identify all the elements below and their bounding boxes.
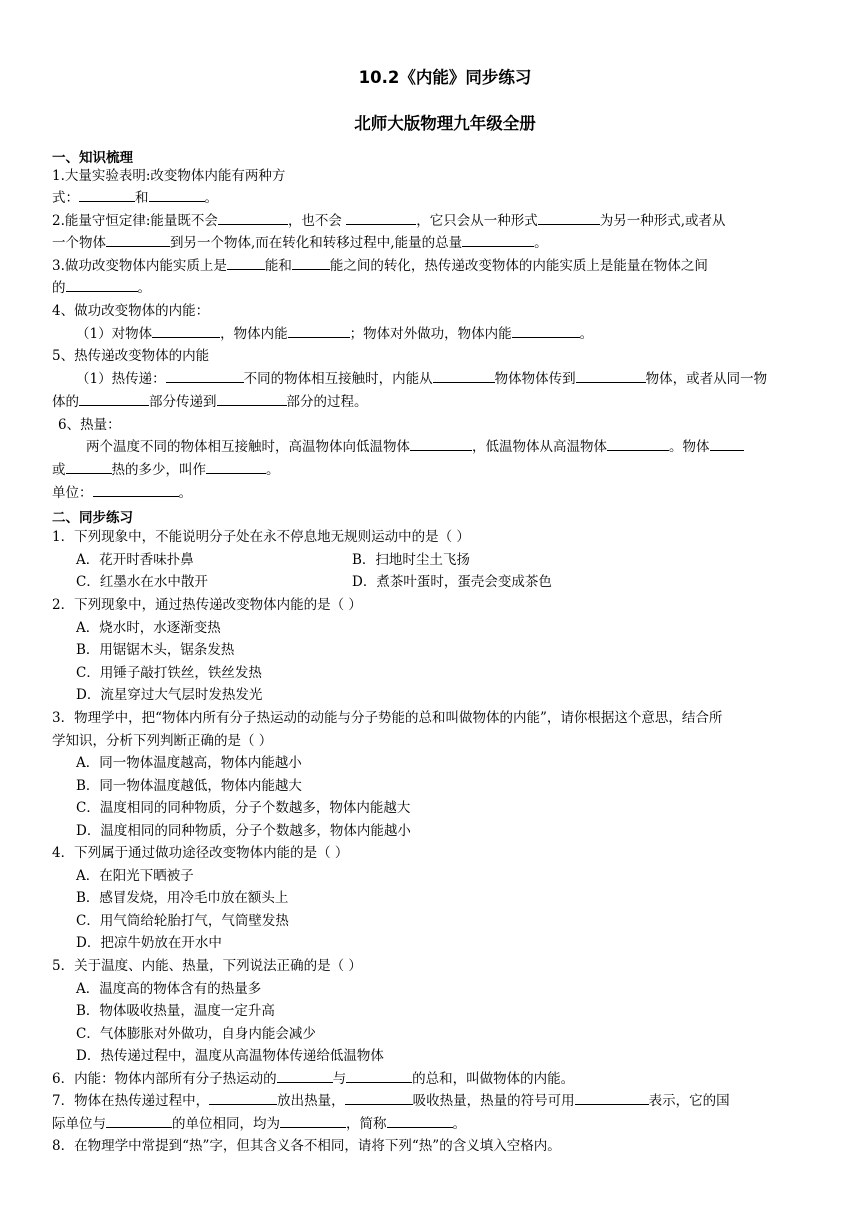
- blank[interactable]: [166, 370, 244, 383]
- text: （1）热传递：: [76, 371, 166, 387]
- blank[interactable]: [387, 1115, 453, 1128]
- option-c[interactable]: C．温度相同的同种物质，分子个数越多，物体内能越大: [76, 800, 411, 816]
- text: 。: [204, 190, 218, 206]
- page-title: 10.2《内能》同步练习: [358, 68, 532, 87]
- blank[interactable]: [209, 1092, 277, 1105]
- section-heading-practice: 二、同步练习: [52, 510, 133, 526]
- text: 。: [579, 326, 594, 342]
- blank[interactable]: [93, 484, 179, 497]
- text: 。: [178, 485, 192, 501]
- blank[interactable]: [227, 257, 265, 270]
- question-5: 5．关于温度、内能、热量，下列说法正确的是（ ）: [52, 958, 362, 974]
- blank[interactable]: [79, 393, 149, 406]
- question-7-cont: [52, 1115, 812, 1133]
- text: 为另一种形式,或者从: [599, 213, 726, 229]
- text: 物体物体传到: [494, 371, 576, 387]
- option-c[interactable]: C．用锤子敲打铁丝，铁丝发热: [76, 665, 262, 681]
- blank[interactable]: [218, 212, 288, 225]
- text: 单位：: [52, 485, 93, 501]
- blank[interactable]: [575, 1092, 649, 1105]
- option-d[interactable]: D．把凉牛奶放在开水中: [76, 935, 222, 951]
- blank[interactable]: [277, 1070, 333, 1083]
- blank[interactable]: [576, 370, 646, 383]
- blank[interactable]: [346, 212, 416, 225]
- knowledge-item-1: [52, 167, 812, 185]
- option-c[interactable]: C．气体膨胀对外做功，自身内能会减少: [76, 1026, 316, 1042]
- text: ，它只会从一种形式: [416, 213, 538, 229]
- blank[interactable]: [280, 1115, 346, 1128]
- text: 或: [52, 462, 66, 478]
- blank[interactable]: [66, 279, 138, 292]
- question-8: 8．在物理学中常提到“热”字，但其含义各不相同，请将下列“热”的含义填入空格内。: [52, 1138, 561, 1154]
- text: 7．物体在热传递过程中，: [52, 1093, 210, 1109]
- option-d[interactable]: D．流星穿过大气层时发热发光: [76, 687, 263, 703]
- blank[interactable]: [288, 325, 350, 338]
- question-4: 4．下列属于通过做功途径改变物体内能的是（ ）: [52, 845, 349, 861]
- knowledge-item-5: 5、热传递改变物体的内能: [52, 348, 210, 364]
- text: 的: [52, 280, 66, 296]
- blank[interactable]: [106, 234, 170, 247]
- text: 两个温度不同的物体相互接触时，高温物体向低温物体: [86, 439, 410, 455]
- option-b[interactable]: B．感冒发烧，用冷毛巾放在额头上: [76, 890, 289, 906]
- section-heading-knowledge: 一、知识梳理: [52, 150, 133, 166]
- text: 2.能量守恒定律:能量既不会: [52, 213, 218, 229]
- text: 和: [135, 190, 149, 206]
- text: 能之间的转化，热传递改变物体的内能实质上是能量在物体之间: [329, 258, 708, 274]
- blank[interactable]: [433, 370, 495, 383]
- text: 1.大量实验表明:改变物体内能有两种方: [52, 168, 286, 184]
- text: 。: [534, 235, 548, 251]
- knowledge-item-6-body: [86, 438, 846, 456]
- knowledge-item-4-1: [76, 325, 836, 343]
- option-a[interactable]: A．在阳光下晒被子: [76, 868, 194, 884]
- text: 部分的过程。: [286, 394, 368, 410]
- text: ，低温物体从高温物体: [472, 439, 607, 455]
- blank[interactable]: [66, 461, 112, 474]
- text: 能和: [264, 258, 292, 274]
- text: 热的多少，叫作: [111, 462, 206, 478]
- knowledge-item-2-cont: [52, 234, 812, 252]
- blank[interactable]: [710, 438, 744, 451]
- text: 吸收热量，热量的符号可用: [412, 1093, 575, 1109]
- text: 。物体: [669, 439, 710, 455]
- knowledge-item-1-cont: [52, 189, 812, 207]
- text: ，物体内能: [220, 326, 288, 342]
- text: 到另一个物体,而在转化和转移过程中,能量的总量: [170, 235, 463, 251]
- text: 表示，它的国: [648, 1093, 730, 1109]
- blank[interactable]: [512, 325, 580, 338]
- option-d[interactable]: D．热传递过程中，温度从高温物体传递给低温物体: [76, 1048, 384, 1064]
- blank[interactable]: [217, 393, 287, 406]
- blank[interactable]: [149, 189, 205, 202]
- text: 部分传递到: [149, 394, 217, 410]
- text: ；物体对外做功，物体内能: [349, 326, 512, 342]
- question-2: 2．下列现象中，通过热传递改变物体内能的是（ ）: [52, 597, 362, 613]
- text: 物体，或者从同一物: [645, 371, 768, 387]
- knowledge-item-6-cont: [52, 461, 812, 479]
- text: 一个物体: [52, 235, 106, 251]
- option-a[interactable]: A．同一物体温度越高，物体内能越小: [76, 755, 302, 771]
- option-b[interactable]: B．用锯锯木头，锯条发热: [76, 642, 235, 658]
- option-d[interactable]: D．煮茶叶蛋时，蛋壳会变成茶色: [352, 574, 552, 590]
- question-3: 3．物理学中，把“物体内所有分子热运动的动能与分子势能的总和叫做物体的内能”，请你根据这个意思，结合所: [52, 710, 723, 726]
- blank[interactable]: [152, 325, 220, 338]
- text: 6．内能：物体内部所有分子热运动的: [52, 1071, 277, 1087]
- knowledge-item-3-cont: [52, 279, 812, 297]
- text: 与: [332, 1071, 347, 1087]
- knowledge-item-3: [52, 257, 812, 275]
- option-b[interactable]: B．扫地时尘土飞扬: [352, 552, 470, 568]
- blank[interactable]: [410, 438, 472, 451]
- blank[interactable]: [462, 234, 534, 247]
- option-d[interactable]: D．温度相同的同种物质，分子个数越多，物体内能越小: [76, 823, 411, 839]
- knowledge-item-2: [52, 212, 812, 230]
- question-1: 1．下列现象中，不能说明分子处在永不停息地无规则运动中的是（ ）: [52, 529, 470, 545]
- blank[interactable]: [79, 189, 135, 202]
- option-c[interactable]: C．用气筒给轮胎打气，气筒壁发热: [76, 913, 289, 929]
- option-c[interactable]: C．红墨水在水中散开: [76, 574, 208, 590]
- knowledge-item-6: 6、热量：: [58, 417, 121, 433]
- blank[interactable]: [345, 1092, 413, 1105]
- option-b[interactable]: B．同一物体温度越低，物体内能越大: [76, 778, 302, 794]
- question-7: [52, 1092, 812, 1110]
- blank[interactable]: [346, 1070, 412, 1083]
- blank[interactable]: [607, 438, 669, 451]
- text: 的总和，叫做物体的内能。: [412, 1071, 575, 1087]
- question-3-cont: 学知识，分析下列判断正确的是（ ）: [52, 733, 273, 749]
- text: 式：: [52, 190, 79, 206]
- text: 3.做功改变物体内能实质上是: [52, 258, 227, 274]
- knowledge-item-unit: [52, 484, 812, 502]
- blank[interactable]: [206, 461, 266, 474]
- knowledge-item-4: 4、做功改变物体的内能：: [52, 303, 210, 319]
- blank[interactable]: [106, 1115, 172, 1128]
- text: （1）对物体: [76, 326, 153, 342]
- text: 放出热量，: [277, 1093, 345, 1109]
- option-b[interactable]: B．物体吸收热量，温度一定升高: [76, 1003, 275, 1019]
- text: 。: [452, 1116, 466, 1132]
- knowledge-item-5-1-cont: [52, 393, 812, 411]
- knowledge-item-5-1: [76, 370, 836, 388]
- text: 的单位相同，均为: [172, 1116, 280, 1132]
- question-6: [52, 1070, 812, 1088]
- blank[interactable]: [538, 212, 600, 225]
- text: 。: [137, 280, 151, 296]
- page-subtitle: 北师大版物理九年级全册: [354, 114, 536, 133]
- text: 际单位与: [52, 1116, 106, 1132]
- text: ，也不会: [287, 213, 342, 229]
- text: ，简称: [346, 1116, 387, 1132]
- option-a[interactable]: A．烧水时，水逐渐变热: [76, 620, 221, 636]
- blank[interactable]: [292, 257, 330, 270]
- option-a[interactable]: A．花开时香味扑鼻: [76, 552, 194, 568]
- text: 不同的物体相互接触时，内能从: [243, 371, 433, 387]
- option-a[interactable]: A．温度高的物体含有的热量多: [76, 981, 262, 997]
- text: 体的: [52, 394, 79, 410]
- text: 。: [266, 462, 280, 478]
